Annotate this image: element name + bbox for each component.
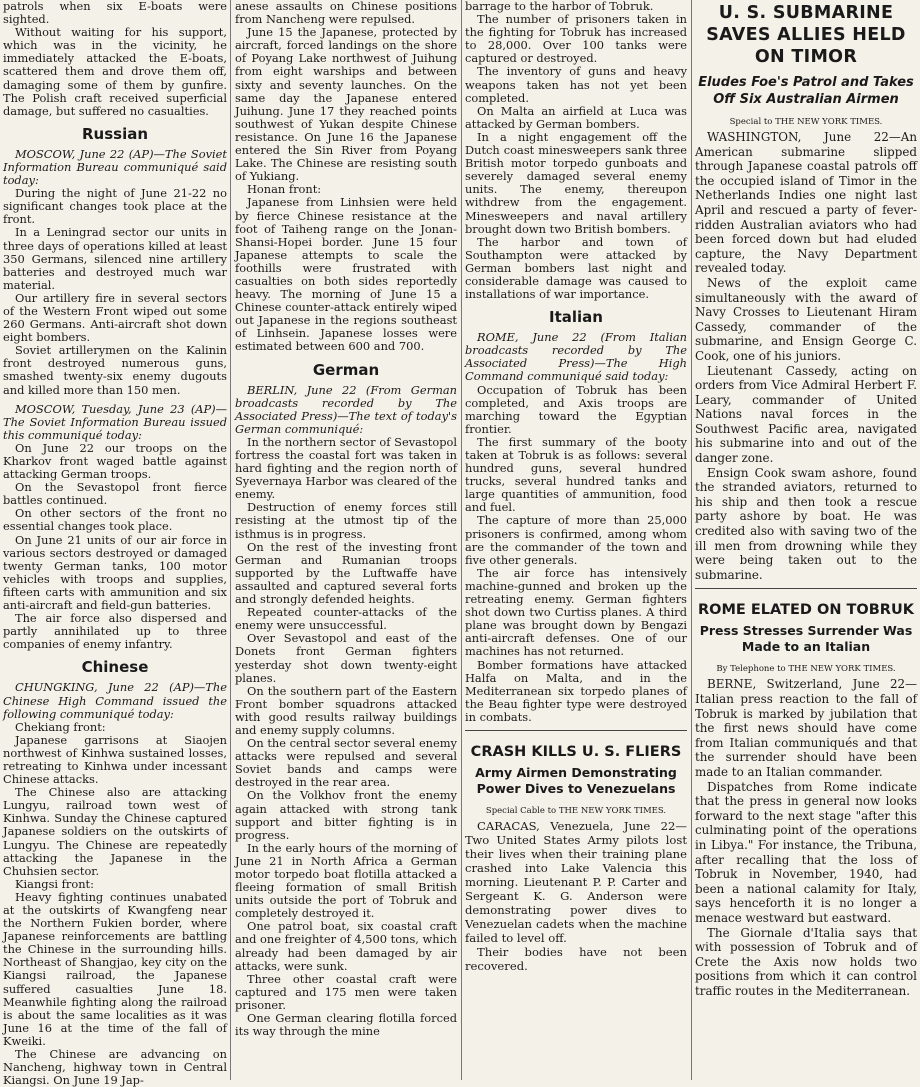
paragraph: Without waiting for his support, which was in the vicinity, he immediately attacked the E-boats, scattered them and drove them off, damaging some of them by gunfire. The Polish craft received superficial damage, but suffered no casualties. xyxy=(3,25,227,118)
paragraph: The Chinese also are attacking Lungyu, railroad town west of Kinhwa. Sunday the Chinese captured Japanese soldiers on the outskirts of Lungyu. The Chinese are repeatedly attacking the Japanese in the Chuhsien sector. xyxy=(3,785,227,878)
paragraph: Heavy fighting continues unabated at the outskirts of Kwangfeng near the Northern Fukien border, where Japanese reinforcements are battling the Chinese in the surrounding hills. Northeast of Shangjao, key city on the Kiangsi railroad, the Japanese suffered casualties June 18. Meanwhile fighting along the railroad is about the same localities as it was June 16 at the time of the fall of Kweiki. xyxy=(3,889,227,1048)
column-4 xyxy=(692,0,920,1080)
credit-line: Special Cable to THE NEW YORK TIMES. xyxy=(485,805,667,816)
article-crash xyxy=(465,730,687,973)
section-heading-italian: Italian xyxy=(549,308,603,327)
paragraph: On June 21 units of our air force in various sectors destroyed or damaged twenty German tanks, 100 motor vehicles with troops and supplies, fifteen carts with ammunition and six anti-aircraft and field-gun batteries. xyxy=(3,532,227,613)
column-2 xyxy=(232,0,460,1080)
paragraph: Their bodies have not been recovered. xyxy=(465,944,687,973)
paragraph: The air force has intensively machine-gunned and broken up the retreating enemy. German fighters shot down two Curtiss planes. A third plane was brought down by Bengazi anti-aircraft defenses. One of our machines has not returned. xyxy=(465,565,687,659)
paragraph: The number of prisoners taken in the fighting for Tobruk has increased to 28,000. Over 100 tanks were captured or destroyed. xyxy=(465,12,687,66)
subheadline-rome: Press Stresses Surrender Was Made to an Italian xyxy=(699,623,913,655)
paragraph: News of the exploit came simultaneously with the award of Navy Crosses to Lieutenant Hiram Cassedy, commander of the submarine, and Ensign George C. Cook, one of his juniors. xyxy=(695,275,917,363)
paragraph: On the Sevastopol front fierce battles continued. xyxy=(3,480,227,508)
paragraph: In the early hours of the morning of June 21 in North Africa a German motor torpedo boat flotilla attacked a fleeing formation of small British units outside the port of Tobruk and completely destroyed it. xyxy=(235,840,457,921)
headline-rome: ROME ELATED ON TOBRUK xyxy=(698,602,914,619)
paragraph: Three other coastal craft were captured and 175 men were taken prisoner. xyxy=(235,971,457,1012)
paragraph: Repeated counter-attacks of the enemy were unsuccessful. xyxy=(235,605,457,633)
paragraph: Soviet artillerymen on the Kalinin front destroyed numerous guns, smashed twenty-six enemy dugouts and killed more than 150 men. xyxy=(3,343,227,397)
credit-line: Special to THE NEW YORK TIMES. xyxy=(729,117,883,127)
paragraph: One German clearing flotilla forced its way through the mine xyxy=(235,1011,457,1039)
dateline: BERLIN, June 22 (From German broadcasts recorded by The Associated Press)—The text of today's German communiqué: xyxy=(235,382,457,436)
paragraph: CARACAS, Venezuela, June 22—Two United States Army pilots lost their lives when their training plane crashed into Lake Valencia this morning. Lieutenant P. P. Carter and Sergeant K. G. Anderson were demonstrating power dives to Venezuelan cadets when the machine failed to level off. xyxy=(465,818,687,945)
column-rule xyxy=(230,0,231,1080)
paragraph: On the southern part of the Eastern Front bomber squadrons attacked with good results railway buildings and enemy supply columns. xyxy=(235,683,457,737)
paragraph: June 15 the Japanese, protected by aircraft, forced landings on the shore of Poyang Lake northwest of Juihung from eight warships and between sixty and seventy launches. On the same day the Japanese entered Juihung. June 17 they reached points southwest of Yukan despite Chinese resistance. On June 16 the Japanese entered the Sin River from Poyang Lake. The Chinese are resisting south of Yukiang. xyxy=(235,25,457,184)
paragraph: During the night of June 21-22 no significant changes took place at the front. xyxy=(3,186,227,227)
paragraph: Japanese from Linhsien were held by fierce Chinese resistance at the foot of Taiheng range on the Jonan-Shansi-Hopei border. June 15 four Japanese attempts to scale the foothills were frustrated with casualties on both sides reportedly heavy. The morning of June 15 a Chinese counter-attack entirely wiped out Japanese in the regions southeast of Linhsein. Japanese losses were estimated between 600 and 700. xyxy=(235,195,457,354)
dateline: MOSCOW, Tuesday, June 23 (AP)—The Soviet Information Bureau issued this communiqué today: xyxy=(3,401,227,442)
paragraph: In a night engagement off the Dutch coast minesweepers sank three British motor torpedo gunboats and severely damaged several enemy units. The enemy, thereupon withdrew from the engagement. Minesweepers and naval artillery brought down two British bombers. xyxy=(465,129,687,236)
headline-crash: CRASH KILLS U. S. FLIERS xyxy=(470,743,682,760)
paragraph: WASHINGTON, June 22—An American submarine slipped through Japanese coastal patrols off the occupied island of Timor in the Netherlands Indies one night last April and rescued a party of fever-ridden Australian aviators who had been forced down but had eluded capture, the Navy Department revealed today. xyxy=(695,130,917,276)
paragraph: On the Volkhov front the enemy again attacked with strong tank support and bitter fighting is in progress. xyxy=(235,788,457,842)
paragraph: Ensign Cook swam ashore, found the stranded aviators, returned to his ship and then took a rescue party ashore by boat. He was credited also with saving two of the ill men from drowning while they were being taken out to the submarine. xyxy=(695,465,917,582)
paragraph: Japanese garrisons at Siaojen northwest of Kinhwa sustained losses, retreating to Kinhwa under incessant Chinese attacks. xyxy=(3,732,227,787)
paragraph: In the northern sector of Sevastopol fortress the coastal fort was taken in hard fighting and the region north of Syevernaya Harbor was cleared of the enemy. xyxy=(235,434,457,502)
credit-line: By Telephone to THE NEW YORK TIMES. xyxy=(716,664,896,675)
subheadline-submarine: Eludes Foe's Patrol and Takes Off Six Australian Airmen xyxy=(698,75,914,107)
front-label: Honan front: xyxy=(247,182,322,197)
paragraph: Lieutenant Cassedy, acting on orders from Vice Admiral Herbert F. Leary, commander of United Nations naval forces in the Southwest Pacific area, navigated his submarine into and out of the danger zone. xyxy=(695,363,917,466)
paragraph: BERNE, Switzerland, June 22—Italian press reaction to the fall of Tobruk is marked by jubilation that the first news should have come from Italian communiqués and that the surrender should have been made to an Italian commander. xyxy=(695,677,917,779)
paragraph: The harbor and town of Southampton were attacked by German bombers last night and considerable damage was caused to installations of war importance. xyxy=(465,234,687,302)
paragraph: anese assaults on Chinese positions from Nancheng were repulsed. xyxy=(235,0,457,27)
paragraph: Our artillery fire in several sectors of the Western Front wiped out some 260 Germans. Anti-aircraft shot down eight bombers. xyxy=(3,290,227,345)
paragraph: On the central sector several enemy attacks were repulsed and several Soviet bands and camps were destroyed in the rear area. xyxy=(235,736,457,790)
paragraph: Dispatches from Rome indicate that the press in general now looks forward to the next stage "after this culminating point of the operations in Libya." For instance, the Tribuna, after recalling that the loss of Tobruk in November, 1940, had been a national calamity for Italy, says henceforth it is no longer a menace westward but eastward. xyxy=(695,779,917,925)
paragraph: The inventory of guns and heavy weapons taken has not yet been completed. xyxy=(465,64,687,105)
column-3 xyxy=(462,0,690,1080)
paragraph: barrage to the harbor of Tobruk. xyxy=(465,0,654,13)
front-label: Kiangsi front: xyxy=(15,876,94,891)
paragraph: The air force also dispersed and partly annihilated up to three companies of enemy infantry. xyxy=(3,611,227,652)
paragraph: The capture of more than 25,000 prisoners is confirmed, among whom are the commander of the town and five other generals. xyxy=(465,513,687,567)
dateline: CHUNGKING, June 22 (AP)—The Chinese High Command issued the following communiqué today: xyxy=(3,680,227,721)
paragraph: On Malta an airfield at Luca was attacked by German bombers. xyxy=(465,103,687,131)
paragraph: On the rest of the investing front German and Rumanian troops supported by the Luftwaffe have assaulted and captured several forts and strongly defended heights. xyxy=(235,539,457,607)
paragraph: On other sectors of the front no essential changes took place. xyxy=(3,506,227,534)
subheadline-crash: Army Airmen Demonstrating Power Dives to Venezuelans xyxy=(475,764,677,796)
dateline: ROME, June 22 (From Italian broadcasts recorded by The Associated Press)—The High Command communiqué said today: xyxy=(465,330,687,384)
section-heading-russian: Russian xyxy=(81,124,149,143)
paragraph: In a Leningrad sector our units in three days of operations killed at least 350 Germans, silenced nine artillery batteries and destroyed much war material. xyxy=(3,225,227,292)
column-1 xyxy=(0,0,230,1087)
section-heading-chinese: Chinese xyxy=(81,658,149,677)
front-label: Chekiang front: xyxy=(15,719,106,734)
dateline: MOSCOW, June 22 (AP)—The Soviet Information Bureau communiqué said today: xyxy=(3,146,227,188)
paragraph: Occupation of Tobruk has been completed, and Axis troops are marching toward the Egyptian frontier. xyxy=(465,382,687,436)
paragraph: Over Sevastopol and east of the Donets front German fighters yesterday shot down twenty-eight planes. xyxy=(235,631,457,685)
paragraph: On June 22 our troops on the Kharkov front waged battle against attacking German troops. xyxy=(3,440,227,482)
paragraph: The first summary of the booty taken at Tobruk is as follows: several hundred guns, several hundred trucks, several hundred tanks and large quantities of ammunition, food and fuel. xyxy=(465,434,687,515)
paragraph: The Chinese are advancing on Nancheng, highway town in Central Kiangsi. On June 19 Jap- xyxy=(3,1047,227,1087)
paragraph: Bomber formations have attacked Halfa on Malta, and in the Mediterranean six torpedo planes of the Beau fighter type were destroyed in combats. xyxy=(465,657,687,724)
paragraph: The Giornale d'Italia says that with possession of Tobruk and of Crete the Axis now holds two positions from which it can control traffic routes in the Mediterranean. xyxy=(695,925,917,998)
headline-submarine: U. S. SUBMARINE SAVES ALLIES HELD ON TIMOR xyxy=(706,3,906,67)
paragraph: patrols when six E-boats were sighted. xyxy=(3,0,227,27)
section-heading-german: German xyxy=(312,360,380,379)
paragraph: One patrol boat, six coastal craft and one freighter of 4,500 tons, which already had been damaged by air attacks, were sunk. xyxy=(235,919,457,973)
paragraph: Destruction of enemy forces still resisting at the utmost tip of the isthmus is in progress. xyxy=(235,500,457,541)
